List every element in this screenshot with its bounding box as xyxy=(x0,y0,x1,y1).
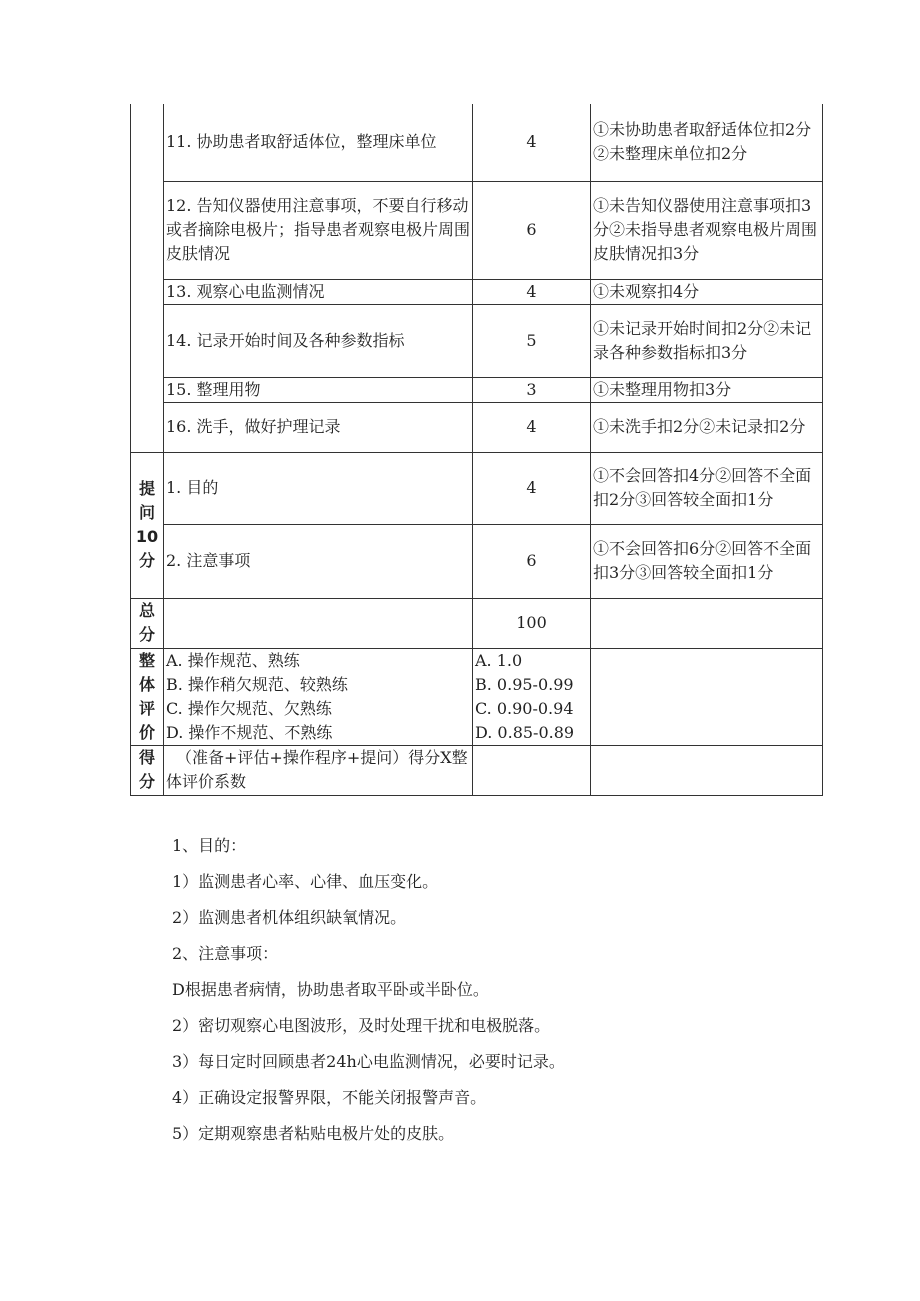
overall-label: 体评 xyxy=(138,674,155,718)
item-text: 11. 协助患者取舒适体位，整理床单位 xyxy=(164,104,473,181)
table-row xyxy=(131,181,823,279)
precaution-item: 4）正确设定报警界限，不能关闭报警声音。 xyxy=(172,1088,487,1107)
coefficient-list xyxy=(473,648,591,745)
empty-cell xyxy=(591,648,823,745)
notes-heading-precautions: 2、注意事项： xyxy=(172,944,279,963)
item-text: 1. 目的 xyxy=(164,452,473,524)
scoring-table xyxy=(130,104,823,796)
item-text: 16. 洗手，做好护理记录 xyxy=(164,402,473,452)
deduction-text: ①未观察扣4分 xyxy=(591,279,823,304)
purpose-item: 2）监测患者机体组织缺氧情况。 xyxy=(172,908,407,927)
item-score: 3 xyxy=(473,377,591,402)
item-score: 4 xyxy=(473,402,591,452)
grade-item: A. 操作规范、熟练 xyxy=(166,650,300,670)
precaution-item: 2）密切观察心电图波形，及时处理干扰和电极脱落。 xyxy=(172,1016,551,1035)
empty-cell xyxy=(473,745,591,795)
deduction-text: ①不会回答扣6分②回答不全面扣3分③回答较全面扣1分 xyxy=(591,524,823,598)
category-label: 10分 xyxy=(135,527,159,570)
total-label-cell xyxy=(131,598,164,648)
overall-label-cell xyxy=(131,648,164,745)
final-label: 分 xyxy=(138,772,155,791)
purpose-item: 1）监测患者心率、心律、血压变化。 xyxy=(172,872,439,891)
empty-cell xyxy=(164,598,473,648)
grade-list xyxy=(164,648,473,745)
item-score: 6 xyxy=(473,524,591,598)
coefficient-item: D. 0.85-0.89 xyxy=(475,722,575,742)
final-formula: （准备+评估+操作程序+提问）得分X整体评价系数 xyxy=(164,745,473,795)
table-row xyxy=(131,402,823,452)
overall-label: 整 xyxy=(138,650,155,670)
overall-label: 价 xyxy=(138,722,155,742)
grade-item: D. 操作不规范、不熟练 xyxy=(166,722,333,742)
precaution-item: 3）每日定时回顾患者24h心电监测情况，必要时记录。 xyxy=(172,1052,565,1071)
notes-section xyxy=(172,834,872,1158)
deduction-text: ①未记录开始时间扣2分②未记录各种参数指标扣3分 xyxy=(591,304,823,377)
coefficient-item: A. 1.0 xyxy=(475,650,523,670)
total-score: 100 xyxy=(473,598,591,648)
total-label: 分 xyxy=(138,625,155,644)
procedure-category-cell xyxy=(131,104,164,452)
item-score: 4 xyxy=(473,452,591,524)
table-row xyxy=(131,377,823,402)
category-label: 提问 xyxy=(138,479,155,522)
item-score: 5 xyxy=(473,304,591,377)
final-label: 得 xyxy=(138,748,155,767)
item-text: 13. 观察心电监测情况 xyxy=(164,279,473,304)
precaution-item: D根据患者病情，协助患者取平卧或半卧位。 xyxy=(172,980,489,999)
coefficient-item: C. 0.90-0.94 xyxy=(475,698,574,718)
item-score: 4 xyxy=(473,104,591,181)
table-row xyxy=(131,304,823,377)
item-text: 2. 注意事项 xyxy=(164,524,473,598)
empty-cell xyxy=(591,745,823,795)
grade-item: B. 操作稍欠规范、较熟练 xyxy=(166,674,348,694)
deduction-text: ①未洗手扣2分②未记录扣2分 xyxy=(591,402,823,452)
precaution-item: 5）定期观察患者粘贴电极片处的皮肤。 xyxy=(172,1124,455,1143)
coefficient-item: B. 0.95-0.99 xyxy=(475,674,574,694)
item-text: 12. 告知仪器使用注意事项，不要自行移动或者摘除电极片；指导患者观察电极片周围皮肤情况 xyxy=(164,181,473,279)
final-label-cell xyxy=(131,745,164,795)
deduction-text: ①未整理用物扣3分 xyxy=(591,377,823,402)
deduction-text: ①未告知仪器使用注意事项扣3分②未指导患者观察电极片周围皮肤情况扣3分 xyxy=(591,181,823,279)
notes-heading-purpose: 1、目的： xyxy=(172,836,247,855)
grade-item: C. 操作欠规范、欠熟练 xyxy=(166,698,332,718)
item-text: 15. 整理用物 xyxy=(164,377,473,402)
table-row xyxy=(131,104,823,181)
questions-category-cell xyxy=(131,452,164,598)
item-score: 6 xyxy=(473,181,591,279)
final-score-row xyxy=(131,745,823,795)
table-row xyxy=(131,452,823,524)
overall-evaluation-row xyxy=(131,648,823,745)
deduction-text: ①未协助患者取舒适体位扣2分②未整理床单位扣2分 xyxy=(591,104,823,181)
item-text: 14. 记录开始时间及各种参数指标 xyxy=(164,304,473,377)
deduction-text: ①不会回答扣4分②回答不全面扣2分③回答较全面扣1分 xyxy=(591,452,823,524)
empty-cell xyxy=(591,598,823,648)
table-row xyxy=(131,279,823,304)
table-row xyxy=(131,524,823,598)
item-score: 4 xyxy=(473,279,591,304)
total-row xyxy=(131,598,823,648)
total-label: 总 xyxy=(138,601,155,620)
